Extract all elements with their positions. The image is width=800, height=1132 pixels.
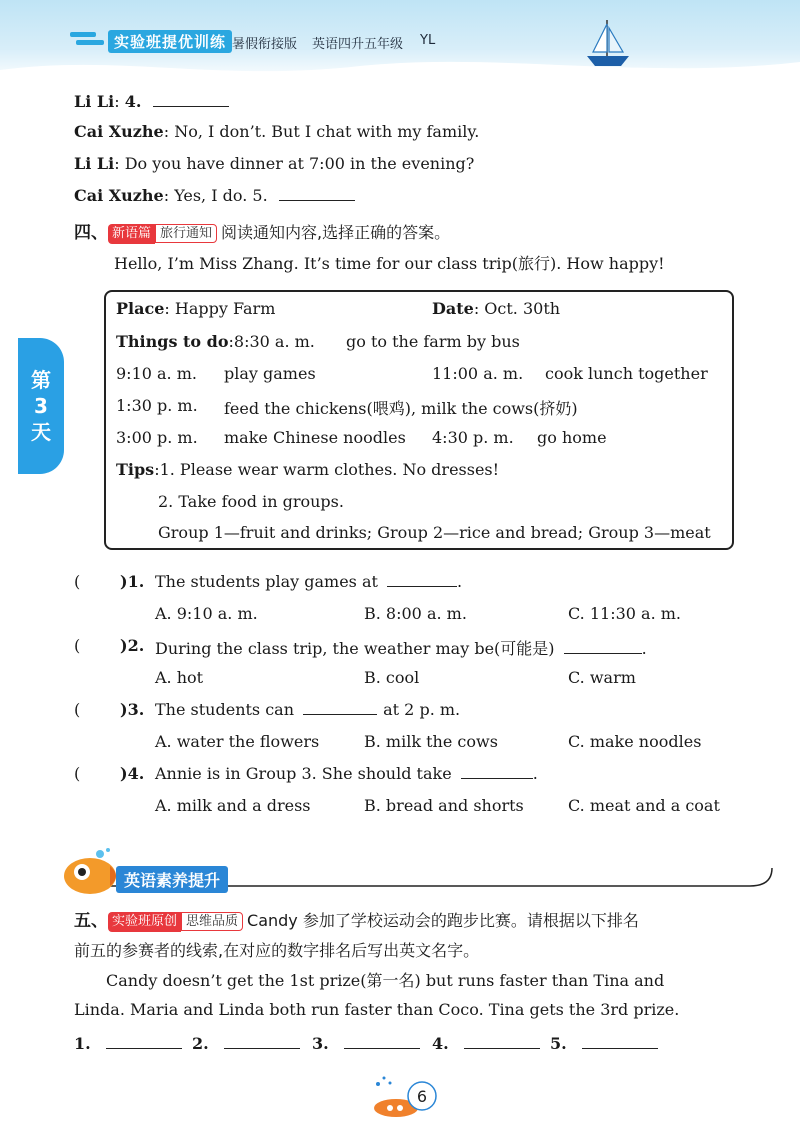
option-b[interactable]: B. bread and shorts [364, 796, 524, 815]
series-label: 暑假衔接版 [232, 37, 298, 52]
dialogue-text: Do you have dinner at 7:00 in the evening? [124, 154, 475, 173]
question-stem: During the class trip, the weather may be(可能是) [155, 639, 555, 658]
option-b[interactable]: B. milk the cows [364, 732, 498, 751]
dialogue-text: No, I don’t. But I chat with my family. [174, 122, 480, 141]
schedule-activity: cook lunch together [545, 364, 708, 383]
section-5-heading [74, 906, 639, 932]
option-a[interactable]: A. water the flowers [155, 732, 320, 751]
dialogue-line-4: Cai Xuzhe: Yes, I do. 5. [74, 186, 355, 205]
schedule-activity: make Chinese noodles [224, 428, 406, 447]
section-tag-primary: 新语篇 [108, 224, 155, 244]
option-c[interactable]: C. 11:30 a. m. [568, 604, 682, 623]
place-value: Happy Farm [174, 299, 276, 318]
rank-label: 4. [432, 1034, 449, 1053]
speaker: Li Li [74, 154, 115, 173]
rank-label: 5. [550, 1034, 567, 1053]
schedule-activity: go to the farm by bus [345, 332, 520, 351]
notice-date: Date: Oct. 30th [432, 299, 561, 318]
rank-label: 1. [74, 1034, 91, 1053]
option-b[interactable]: B. 8:00 a. m. [364, 604, 467, 623]
answer-blank[interactable] [303, 701, 377, 715]
day-tab-char: 天 [31, 420, 51, 444]
section-number: 五、 [74, 911, 108, 931]
schedule-time: 9:10 a. m. [116, 364, 197, 383]
schedule-time: 4:30 p. m. [432, 428, 514, 447]
subject-label: 英语四升五年级 [312, 37, 404, 52]
option-a[interactable]: A. milk and a dress [155, 796, 311, 815]
rank-label: 3. [312, 1034, 329, 1053]
answer-blank[interactable] [344, 1035, 420, 1049]
schedule-activity: feed the chickens(喂鸡), milk the cows(挤奶) [224, 399, 578, 418]
notice-tip-2: 2. Take food in groups. [158, 492, 344, 511]
rank-3 [312, 1034, 420, 1053]
dialogue-line-3: Li Li: Do you have dinner at 7:00 in the evening? [74, 154, 475, 173]
question-number: )1. [120, 572, 145, 591]
section-number: 四、 [74, 223, 108, 243]
notice-tip-3: Group 1—fruit and drinks; Group 2—rice and bread; Group 3—meat [158, 523, 711, 542]
dialogue-text: Yes, I do. 5. [174, 186, 268, 205]
question-end: . [532, 764, 538, 783]
schedule-activity: go home [537, 428, 607, 447]
answer-blank[interactable] [387, 573, 457, 587]
answer-blank[interactable] [564, 640, 642, 654]
schedule-time: 8:30 a. m. [233, 332, 315, 351]
option-c[interactable]: C. make noodles [568, 732, 702, 751]
section-4-heading [74, 218, 450, 244]
rank-label: 2. [192, 1034, 209, 1053]
day-tab-char: 第 [31, 368, 51, 392]
day-side-tab [18, 338, 64, 474]
answer-blank[interactable] [464, 1035, 540, 1049]
place-label: Place [116, 299, 165, 318]
page-header [0, 0, 800, 82]
schedule-time: 3:00 p. m. [116, 428, 198, 447]
notice-place: Place: Happy Farm [116, 299, 276, 318]
header-wave-decoration [0, 52, 800, 92]
section-tag-primary: 实验班原创 [108, 912, 181, 932]
question-number: )2. [120, 636, 145, 655]
option-c[interactable]: C. meat and a coat [568, 796, 720, 815]
question-number: )4. [120, 764, 145, 783]
notice-things-to-do: Things to do:8:30 a. m. go to the farm by bus [116, 332, 520, 351]
dialogue-line-1: Li Li: 4. [74, 92, 229, 111]
answer-blank[interactable] [461, 765, 533, 779]
blank-number: 4. [124, 92, 142, 111]
brand-logo-icon [70, 30, 104, 50]
speaker: Li Li [74, 92, 115, 111]
day-tab-number: 3 [34, 394, 48, 418]
answer-blank[interactable] [224, 1035, 300, 1049]
section-instruction: 阅读通知内容,选择正确的答案。 [221, 223, 451, 242]
dialogue-line-2: Cai Xuzhe: No, I don’t. But I chat with my family. [74, 122, 480, 141]
trip-notice-box [104, 290, 734, 550]
option-c[interactable]: C. warm [568, 668, 636, 687]
question-number: )3. [120, 700, 145, 719]
question-end: . [457, 572, 463, 591]
schedule-time: 1:30 p. m. [116, 396, 198, 415]
answer-blank[interactable] [582, 1035, 658, 1049]
option-a[interactable]: A. 9:10 a. m. [155, 604, 258, 623]
answer-blank[interactable] [106, 1035, 182, 1049]
edition-label: YL [420, 33, 436, 48]
tips-label: Tips [116, 460, 155, 479]
schedule-activity: play games [224, 364, 316, 383]
schedule-time: 11:00 a. m. [432, 364, 524, 383]
section-instruction: Candy 参加了学校运动会的跑步比赛。请根据以下排名 [247, 911, 639, 930]
page-number-badge [366, 1074, 446, 1120]
answer-blank[interactable] [279, 187, 355, 201]
rank-2 [192, 1034, 300, 1053]
section-instruction-line-2: 前五的参赛者的线索,在对应的数字排名后写出英文名字。 [74, 941, 480, 960]
question-stem: Annie is in Group 3. She should take [155, 764, 452, 783]
section-tag-secondary: 思维品质 [181, 912, 243, 931]
things-label: Things to do [116, 332, 229, 351]
speaker: Cai Xuzhe [74, 186, 164, 205]
speaker: Cai Xuzhe [74, 122, 164, 141]
question-stem: The students play games at [155, 572, 378, 591]
option-a[interactable]: A. hot [155, 668, 204, 687]
option-b[interactable]: B. cool [364, 668, 420, 687]
tip-text: 1. Please wear warm clothes. No dresses! [159, 460, 500, 479]
question-end: . [641, 639, 647, 658]
puzzle-text-line-2: Linda. Maria and Linda both run faster than Coco. Tina gets the 3rd prize. [74, 1000, 680, 1019]
question-end: at 2 p. m. [383, 700, 461, 719]
date-label: Date [432, 299, 474, 318]
banner-title: 英语素养提升 [116, 866, 228, 893]
sailboat-icon [585, 18, 631, 70]
rank-1 [74, 1034, 182, 1053]
rank-4 [432, 1034, 540, 1053]
date-value: Oct. 30th [484, 299, 561, 318]
notice-tip-1: Tips:1. Please wear warm clothes. No dresses! [116, 460, 500, 479]
question-stem: The students can [155, 700, 295, 719]
notice-intro: Hello, I’m Miss Zhang. It’s time for our class trip(旅行). How happy! [114, 254, 665, 273]
rank-5 [550, 1034, 658, 1053]
puzzle-text-line-1: Candy doesn’t get the 1st prize(第一名) but runs faster than Tina and [106, 971, 665, 990]
brand-name: 实验班提优训练 [108, 30, 232, 53]
page-number: 6 [416, 1087, 428, 1106]
answer-blank[interactable] [153, 93, 229, 107]
section-tag-secondary: 旅行通知 [155, 224, 217, 243]
